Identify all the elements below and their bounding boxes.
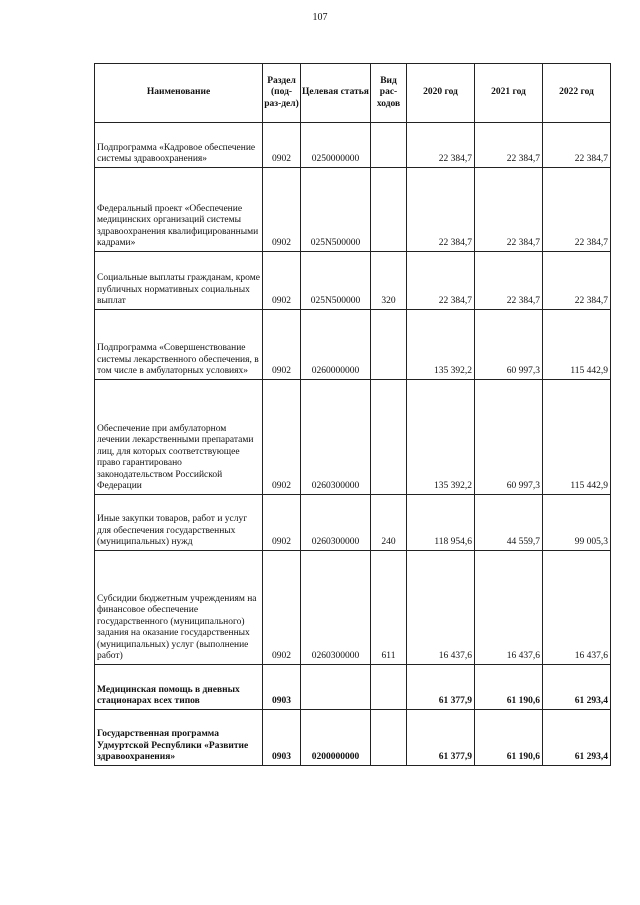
budget-table [94,63,611,766]
header-2022: 2022 год [543,64,611,123]
table-row [95,310,611,380]
row-expense [371,310,407,380]
header-target: Целевая статья [301,64,371,123]
row-2021: 16 437,6 [475,551,543,665]
row-2022: 99 005,3 [543,495,611,551]
row-expense: 611 [371,551,407,665]
row-2021: 44 559,7 [475,495,543,551]
table-row [95,380,611,495]
row-target: 0260300000 [301,380,371,495]
row-2021: 61 190,6 [475,665,543,710]
row-2022: 61 293,4 [543,710,611,766]
table-row [95,495,611,551]
row-name: Социальные выплаты гражданам, кроме публичных нормативных социальных выплат [95,252,263,310]
row-2020: 22 384,7 [407,123,475,168]
row-2021: 60 997,3 [475,310,543,380]
row-2020: 22 384,7 [407,168,475,252]
table-row [95,252,611,310]
table-row [95,665,611,710]
row-2022: 115 442,9 [543,380,611,495]
row-name: Иные закупки товаров, работ и услуг для обеспечения государственных (муниципальных) нужд [95,495,263,551]
header-2021: 2021 год [475,64,543,123]
row-target: 0260000000 [301,310,371,380]
header-section: Раздел (под-раз-дел) [263,64,301,123]
row-target [301,665,371,710]
row-expense: 240 [371,495,407,551]
row-2022: 22 384,7 [543,168,611,252]
row-section: 0902 [263,310,301,380]
row-section: 0902 [263,551,301,665]
row-target: 025N500000 [301,168,371,252]
row-target: 0200000000 [301,710,371,766]
row-target: 0250000000 [301,123,371,168]
table-header-row [95,64,611,123]
row-section: 0902 [263,123,301,168]
row-2020: 22 384,7 [407,252,475,310]
row-name: Федеральный проект «Обеспечение медицинских организаций системы здравоохранения квалифицированными кадрами» [95,168,263,252]
row-section: 0902 [263,168,301,252]
row-2021: 22 384,7 [475,252,543,310]
row-2020: 61 377,9 [407,710,475,766]
table-row [95,168,611,252]
row-2022: 22 384,7 [543,123,611,168]
row-expense [371,123,407,168]
row-2021: 22 384,7 [475,168,543,252]
row-name: Медицинская помощь в дневных стационарах всех типов [95,665,263,710]
row-name: Подпрограмма «Кадровое обеспечение системы здравоохранения» [95,123,263,168]
row-expense: 320 [371,252,407,310]
header-name: Наименование [95,64,263,123]
row-section: 0902 [263,495,301,551]
table-row [95,551,611,665]
row-2021: 60 997,3 [475,380,543,495]
row-target: 0260300000 [301,551,371,665]
row-2022: 115 442,9 [543,310,611,380]
page-number: 107 [312,12,328,23]
row-2020: 16 437,6 [407,551,475,665]
row-name: Государственная программа Удмуртской Республики «Развитие здравоохранения» [95,710,263,766]
row-2022: 61 293,4 [543,665,611,710]
row-2020: 118 954,6 [407,495,475,551]
row-section: 0902 [263,252,301,310]
row-2021: 22 384,7 [475,123,543,168]
row-section: 0903 [263,710,301,766]
row-2020: 135 392,2 [407,380,475,495]
row-2022: 16 437,6 [543,551,611,665]
row-expense [371,380,407,495]
header-expense: Вид рас-ходов [371,64,407,123]
row-target: 0260300000 [301,495,371,551]
row-name: Подпрограмма «Совершенствование системы лекарственного обеспечения, в том числе в амбулаторных условиях» [95,310,263,380]
row-section: 0902 [263,380,301,495]
row-expense [371,168,407,252]
row-section: 0903 [263,665,301,710]
header-2020: 2020 год [407,64,475,123]
row-target: 025N500000 [301,252,371,310]
row-2021: 61 190,6 [475,710,543,766]
table-row [95,123,611,168]
row-2022: 22 384,7 [543,252,611,310]
row-2020: 135 392,2 [407,310,475,380]
row-expense [371,710,407,766]
row-expense [371,665,407,710]
row-name: Обеспечение при амбулаторном лечении лекарственными препаратами лиц, для которых соответствующее право гарантировано законодательством Российской Федерации [95,380,263,495]
row-name: Субсидии бюджетным учреждениям на финансовое обеспечение государственного (муниципального) задания на оказание государственных (муниципальных) услуг (выполнение работ) [95,551,263,665]
table-row [95,710,611,766]
row-2020: 61 377,9 [407,665,475,710]
